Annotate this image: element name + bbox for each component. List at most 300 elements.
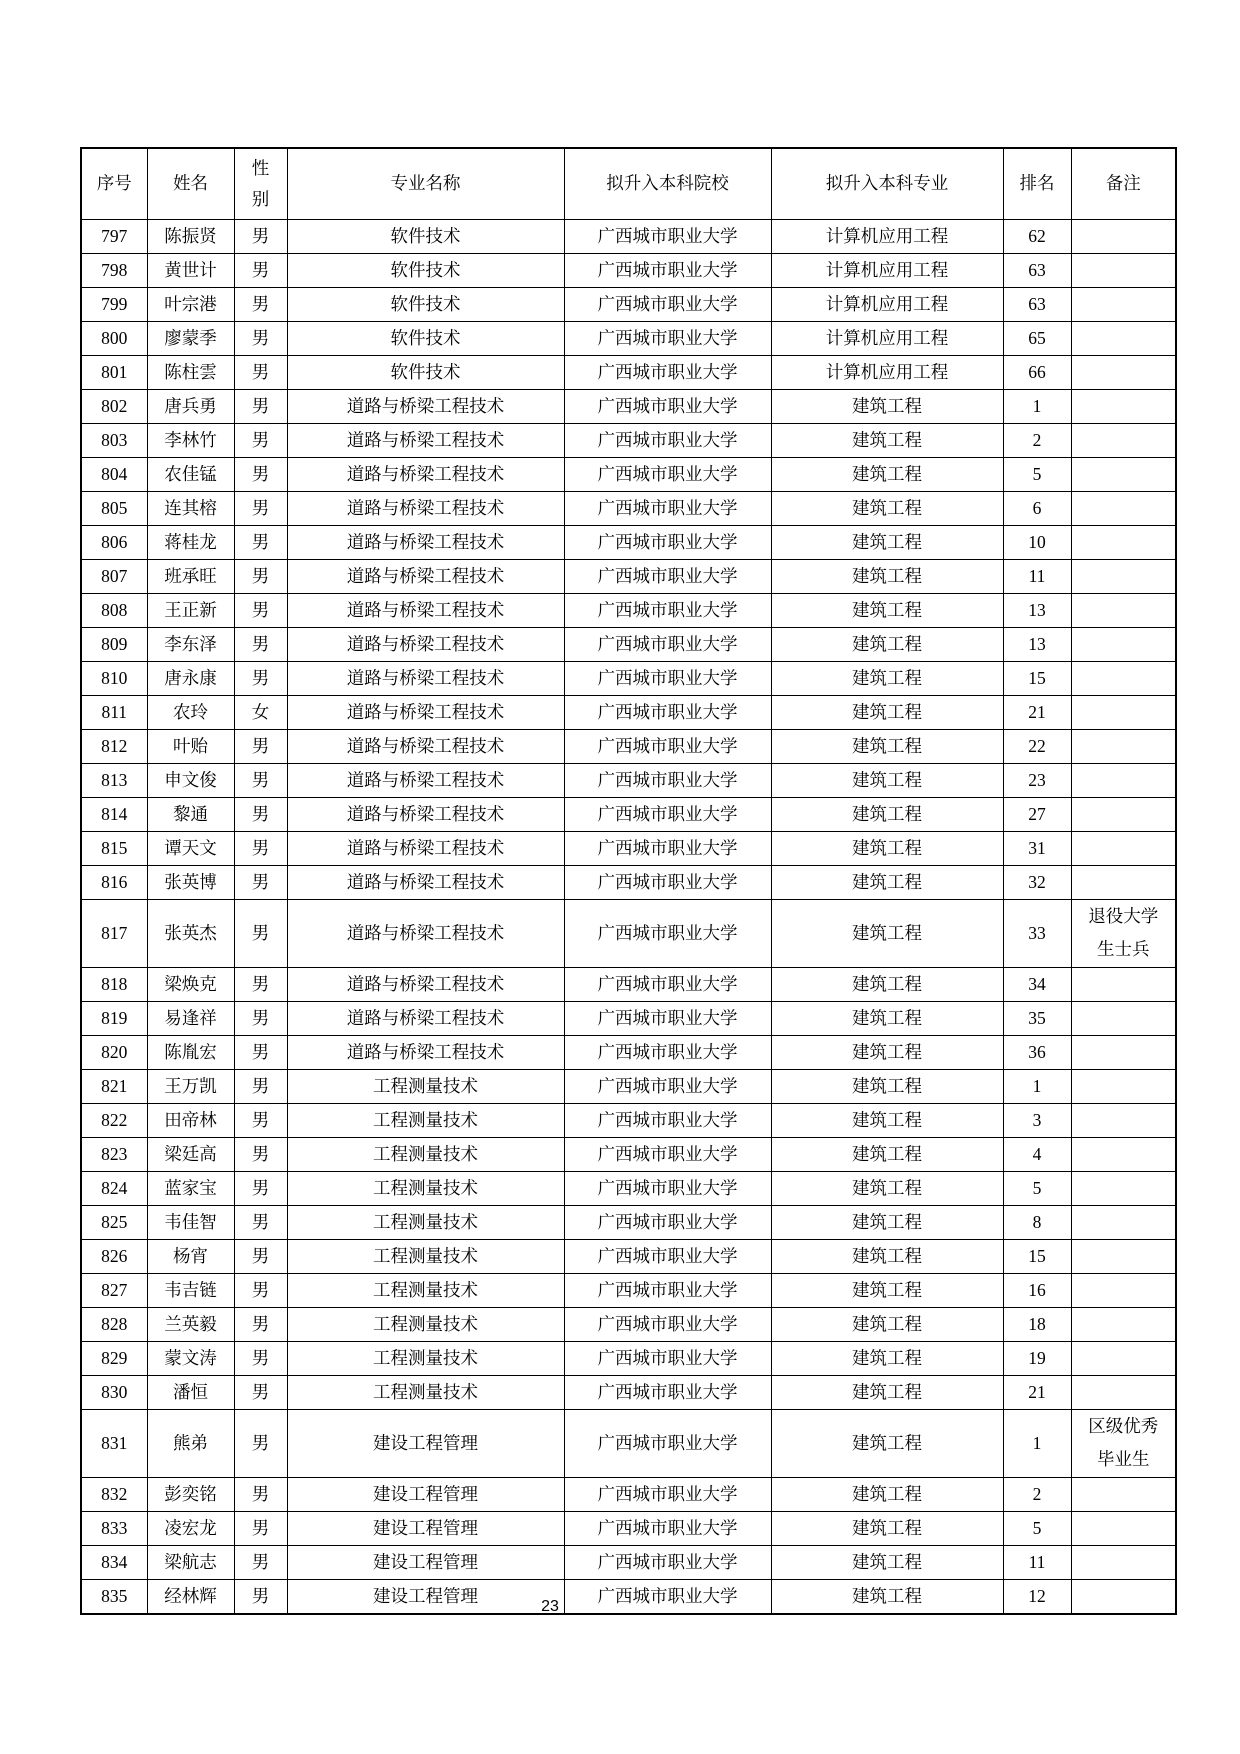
- cell-gender: 男: [234, 967, 287, 1001]
- cell-name: 唐兵勇: [147, 389, 234, 423]
- cell-gender: 男: [234, 1001, 287, 1035]
- cell-gender: 男: [234, 1409, 287, 1477]
- cell-no: 798: [81, 253, 147, 287]
- cell-rank: 8: [1003, 1205, 1071, 1239]
- cell-gender: 男: [234, 831, 287, 865]
- cell-major: 道路与桥梁工程技术: [287, 865, 564, 899]
- cell-gender: 男: [234, 729, 287, 763]
- cell-target_major: 计算机应用工程: [771, 287, 1003, 321]
- cell-remark: [1071, 1273, 1176, 1307]
- cell-major: 道路与桥梁工程技术: [287, 457, 564, 491]
- cell-target_major: 建筑工程: [771, 457, 1003, 491]
- cell-gender: 男: [234, 1171, 287, 1205]
- cell-target_major: 计算机应用工程: [771, 355, 1003, 389]
- cell-major: 建设工程管理: [287, 1545, 564, 1579]
- cell-remark: [1071, 1579, 1176, 1614]
- header-row: [81, 148, 1176, 219]
- cell-major: 工程测量技术: [287, 1171, 564, 1205]
- cell-target_major: 建筑工程: [771, 967, 1003, 1001]
- cell-major: 道路与桥梁工程技术: [287, 729, 564, 763]
- cell-college: 广西城市职业大学: [564, 1477, 771, 1511]
- cell-remark: [1071, 1205, 1176, 1239]
- column-header-gender: 性别: [234, 148, 287, 219]
- cell-major: 道路与桥梁工程技术: [287, 559, 564, 593]
- cell-name: 谭天文: [147, 831, 234, 865]
- cell-name: 叶贻: [147, 729, 234, 763]
- cell-college: 广西城市职业大学: [564, 1205, 771, 1239]
- cell-gender: 男: [234, 423, 287, 457]
- cell-remark: 区级优秀毕业生: [1071, 1409, 1176, 1477]
- cell-no: 831: [81, 1409, 147, 1477]
- table-row: [81, 287, 1176, 321]
- cell-rank: 21: [1003, 695, 1071, 729]
- cell-college: 广西城市职业大学: [564, 865, 771, 899]
- cell-no: 815: [81, 831, 147, 865]
- cell-name: 梁焕克: [147, 967, 234, 1001]
- cell-major: 道路与桥梁工程技术: [287, 797, 564, 831]
- cell-remark: [1071, 729, 1176, 763]
- cell-major: 工程测量技术: [287, 1239, 564, 1273]
- cell-remark: [1071, 491, 1176, 525]
- cell-rank: 3: [1003, 1103, 1071, 1137]
- cell-target_major: 建筑工程: [771, 491, 1003, 525]
- cell-major: 道路与桥梁工程技术: [287, 423, 564, 457]
- cell-target_major: 建筑工程: [771, 831, 1003, 865]
- table-row: [81, 967, 1176, 1001]
- cell-target_major: 建筑工程: [771, 1103, 1003, 1137]
- cell-name: 张英博: [147, 865, 234, 899]
- cell-remark: [1071, 1477, 1176, 1511]
- table-row: [81, 1477, 1176, 1511]
- table-row: [81, 559, 1176, 593]
- cell-rank: 11: [1003, 1545, 1071, 1579]
- cell-college: 广西城市职业大学: [564, 1409, 771, 1477]
- cell-remark: [1071, 321, 1176, 355]
- cell-rank: 19: [1003, 1341, 1071, 1375]
- cell-no: 806: [81, 525, 147, 559]
- cell-no: 829: [81, 1341, 147, 1375]
- cell-no: 800: [81, 321, 147, 355]
- cell-major: 软件技术: [287, 321, 564, 355]
- cell-gender: 男: [234, 287, 287, 321]
- cell-gender: 女: [234, 695, 287, 729]
- cell-gender: 男: [234, 1545, 287, 1579]
- cell-gender: 男: [234, 457, 287, 491]
- cell-target_major: 计算机应用工程: [771, 253, 1003, 287]
- cell-name: 潘恒: [147, 1375, 234, 1409]
- cell-remark: [1071, 559, 1176, 593]
- cell-remark: [1071, 389, 1176, 423]
- cell-rank: 13: [1003, 593, 1071, 627]
- cell-rank: 2: [1003, 1477, 1071, 1511]
- cell-remark: [1071, 1511, 1176, 1545]
- cell-name: 兰英毅: [147, 1307, 234, 1341]
- cell-no: 826: [81, 1239, 147, 1273]
- cell-college: 广西城市职业大学: [564, 389, 771, 423]
- cell-rank: 36: [1003, 1035, 1071, 1069]
- cell-name: 梁航志: [147, 1545, 234, 1579]
- cell-college: 广西城市职业大学: [564, 967, 771, 1001]
- cell-remark: [1071, 1171, 1176, 1205]
- cell-remark: [1071, 1239, 1176, 1273]
- cell-target_major: 建筑工程: [771, 1239, 1003, 1273]
- cell-remark: [1071, 797, 1176, 831]
- cell-college: 广西城市职业大学: [564, 423, 771, 457]
- cell-rank: 16: [1003, 1273, 1071, 1307]
- table-row: [81, 1545, 1176, 1579]
- cell-target_major: 建筑工程: [771, 525, 1003, 559]
- cell-remark: [1071, 1069, 1176, 1103]
- cell-rank: 15: [1003, 1239, 1071, 1273]
- cell-college: 广西城市职业大学: [564, 287, 771, 321]
- cell-college: 广西城市职业大学: [564, 1171, 771, 1205]
- table-row: [81, 525, 1176, 559]
- cell-target_major: 建筑工程: [771, 797, 1003, 831]
- cell-no: 799: [81, 287, 147, 321]
- cell-college: 广西城市职业大学: [564, 763, 771, 797]
- column-header-remark: 备注: [1071, 148, 1176, 219]
- cell-college: 广西城市职业大学: [564, 1035, 771, 1069]
- cell-target_major: 建筑工程: [771, 1409, 1003, 1477]
- cell-target_major: 建筑工程: [771, 1171, 1003, 1205]
- cell-name: 王万凯: [147, 1069, 234, 1103]
- cell-major: 软件技术: [287, 253, 564, 287]
- cell-major: 工程测量技术: [287, 1341, 564, 1375]
- cell-rank: 4: [1003, 1137, 1071, 1171]
- cell-rank: 63: [1003, 253, 1071, 287]
- cell-gender: 男: [234, 1477, 287, 1511]
- cell-remark: [1071, 423, 1176, 457]
- cell-remark: [1071, 219, 1176, 253]
- cell-major: 工程测量技术: [287, 1375, 564, 1409]
- cell-target_major: 建筑工程: [771, 1477, 1003, 1511]
- cell-target_major: 建筑工程: [771, 729, 1003, 763]
- cell-no: 824: [81, 1171, 147, 1205]
- cell-target_major: 建筑工程: [771, 1545, 1003, 1579]
- cell-major: 道路与桥梁工程技术: [287, 661, 564, 695]
- cell-gender: 男: [234, 1205, 287, 1239]
- cell-major: 道路与桥梁工程技术: [287, 899, 564, 967]
- cell-no: 833: [81, 1511, 147, 1545]
- cell-target_major: 建筑工程: [771, 1341, 1003, 1375]
- cell-no: 818: [81, 967, 147, 1001]
- table-row: [81, 491, 1176, 525]
- cell-target_major: 建筑工程: [771, 593, 1003, 627]
- cell-major: 道路与桥梁工程技术: [287, 627, 564, 661]
- table-row: [81, 1103, 1176, 1137]
- cell-no: 808: [81, 593, 147, 627]
- table-row: [81, 1035, 1176, 1069]
- column-header-no: 序号: [81, 148, 147, 219]
- cell-college: 广西城市职业大学: [564, 1103, 771, 1137]
- cell-remark: [1071, 253, 1176, 287]
- cell-target_major: 建筑工程: [771, 865, 1003, 899]
- cell-college: 广西城市职业大学: [564, 797, 771, 831]
- cell-target_major: 建筑工程: [771, 1511, 1003, 1545]
- cell-target_major: 建筑工程: [771, 1307, 1003, 1341]
- cell-major: 工程测量技术: [287, 1069, 564, 1103]
- cell-gender: 男: [234, 321, 287, 355]
- table-row: [81, 389, 1176, 423]
- cell-name: 田帝林: [147, 1103, 234, 1137]
- cell-target_major: 建筑工程: [771, 627, 1003, 661]
- table-row: [81, 899, 1176, 967]
- column-header-name: 姓名: [147, 148, 234, 219]
- cell-gender: 男: [234, 491, 287, 525]
- cell-name: 王正新: [147, 593, 234, 627]
- cell-gender: 男: [234, 1035, 287, 1069]
- cell-major: 道路与桥梁工程技术: [287, 831, 564, 865]
- cell-gender: 男: [234, 1511, 287, 1545]
- cell-rank: 27: [1003, 797, 1071, 831]
- table-row: [81, 865, 1176, 899]
- cell-remark: [1071, 1035, 1176, 1069]
- cell-name: 韦佳智: [147, 1205, 234, 1239]
- cell-remark: [1071, 1375, 1176, 1409]
- cell-college: 广西城市职业大学: [564, 1545, 771, 1579]
- cell-name: 农玲: [147, 695, 234, 729]
- cell-gender: 男: [234, 219, 287, 253]
- cell-target_major: 建筑工程: [771, 1205, 1003, 1239]
- cell-remark: [1071, 695, 1176, 729]
- table-row: [81, 321, 1176, 355]
- cell-no: 819: [81, 1001, 147, 1035]
- cell-rank: 65: [1003, 321, 1071, 355]
- cell-rank: 2: [1003, 423, 1071, 457]
- cell-target_major: 建筑工程: [771, 695, 1003, 729]
- cell-target_major: 建筑工程: [771, 763, 1003, 797]
- cell-name: 唐永康: [147, 661, 234, 695]
- cell-gender: 男: [234, 253, 287, 287]
- cell-remark: [1071, 287, 1176, 321]
- cell-target_major: 建筑工程: [771, 1137, 1003, 1171]
- cell-gender: 男: [234, 1069, 287, 1103]
- cell-no: 807: [81, 559, 147, 593]
- cell-name: 陈柱雲: [147, 355, 234, 389]
- page-number: 23: [541, 1598, 559, 1615]
- cell-major: 工程测量技术: [287, 1273, 564, 1307]
- cell-name: 农佳锰: [147, 457, 234, 491]
- cell-college: 广西城市职业大学: [564, 627, 771, 661]
- cell-major: 道路与桥梁工程技术: [287, 525, 564, 559]
- cell-gender: 男: [234, 1579, 287, 1614]
- cell-no: 835: [81, 1579, 147, 1614]
- cell-rank: 23: [1003, 763, 1071, 797]
- table-row: [81, 1171, 1176, 1205]
- cell-no: 810: [81, 661, 147, 695]
- cell-name: 彭奕铭: [147, 1477, 234, 1511]
- cell-major: 道路与桥梁工程技术: [287, 491, 564, 525]
- table-row: [81, 1511, 1176, 1545]
- table-row: [81, 1137, 1176, 1171]
- cell-college: 广西城市职业大学: [564, 593, 771, 627]
- cell-name: 黎通: [147, 797, 234, 831]
- cell-major: 建设工程管理: [287, 1477, 564, 1511]
- cell-major: 工程测量技术: [287, 1307, 564, 1341]
- table-row: [81, 1341, 1176, 1375]
- cell-college: 广西城市职业大学: [564, 1341, 771, 1375]
- cell-rank: 5: [1003, 1511, 1071, 1545]
- cell-gender: 男: [234, 1103, 287, 1137]
- cell-no: 827: [81, 1273, 147, 1307]
- cell-major: 建设工程管理: [287, 1579, 564, 1614]
- cell-name: 陈振贤: [147, 219, 234, 253]
- cell-target_major: 建筑工程: [771, 1579, 1003, 1614]
- cell-college: 广西城市职业大学: [564, 559, 771, 593]
- table-row: [81, 219, 1176, 253]
- cell-college: 广西城市职业大学: [564, 1579, 771, 1614]
- cell-college: 广西城市职业大学: [564, 1307, 771, 1341]
- cell-rank: 11: [1003, 559, 1071, 593]
- cell-rank: 15: [1003, 661, 1071, 695]
- cell-college: 广西城市职业大学: [564, 1239, 771, 1273]
- cell-no: 811: [81, 695, 147, 729]
- cell-gender: 男: [234, 559, 287, 593]
- cell-no: 825: [81, 1205, 147, 1239]
- cell-name: 经林辉: [147, 1579, 234, 1614]
- cell-remark: [1071, 661, 1176, 695]
- column-header-major: 专业名称: [287, 148, 564, 219]
- cell-college: 广西城市职业大学: [564, 695, 771, 729]
- cell-gender: 男: [234, 1307, 287, 1341]
- table-row: [81, 1069, 1176, 1103]
- cell-no: 809: [81, 627, 147, 661]
- cell-gender: 男: [234, 627, 287, 661]
- table-row: [81, 695, 1176, 729]
- table-row: [81, 661, 1176, 695]
- cell-target_major: 建筑工程: [771, 559, 1003, 593]
- cell-no: 834: [81, 1545, 147, 1579]
- cell-remark: [1071, 865, 1176, 899]
- cell-rank: 32: [1003, 865, 1071, 899]
- cell-no: 803: [81, 423, 147, 457]
- cell-college: 广西城市职业大学: [564, 491, 771, 525]
- student-promotion-table: [80, 147, 1177, 1615]
- table-row: [81, 1579, 1176, 1614]
- cell-rank: 18: [1003, 1307, 1071, 1341]
- cell-remark: [1071, 457, 1176, 491]
- cell-gender: 男: [234, 593, 287, 627]
- cell-major: 软件技术: [287, 355, 564, 389]
- cell-gender: 男: [234, 355, 287, 389]
- cell-rank: 12: [1003, 1579, 1071, 1614]
- cell-rank: 62: [1003, 219, 1071, 253]
- cell-college: 广西城市职业大学: [564, 321, 771, 355]
- cell-name: 李林竹: [147, 423, 234, 457]
- cell-target_major: 计算机应用工程: [771, 219, 1003, 253]
- table-row: [81, 253, 1176, 287]
- cell-rank: 35: [1003, 1001, 1071, 1035]
- cell-no: 816: [81, 865, 147, 899]
- cell-major: 软件技术: [287, 287, 564, 321]
- table-row: [81, 831, 1176, 865]
- cell-no: 820: [81, 1035, 147, 1069]
- cell-gender: 男: [234, 525, 287, 559]
- cell-rank: 1: [1003, 1409, 1071, 1477]
- cell-rank: 33: [1003, 899, 1071, 967]
- cell-no: 817: [81, 899, 147, 967]
- cell-remark: [1071, 763, 1176, 797]
- cell-major: 工程测量技术: [287, 1137, 564, 1171]
- cell-college: 广西城市职业大学: [564, 525, 771, 559]
- table-row: [81, 457, 1176, 491]
- cell-major: 道路与桥梁工程技术: [287, 695, 564, 729]
- cell-target_major: 建筑工程: [771, 1069, 1003, 1103]
- cell-major: 建设工程管理: [287, 1511, 564, 1545]
- cell-name: 班承旺: [147, 559, 234, 593]
- cell-target_major: 计算机应用工程: [771, 321, 1003, 355]
- cell-no: 823: [81, 1137, 147, 1171]
- cell-college: 广西城市职业大学: [564, 355, 771, 389]
- cell-major: 建设工程管理: [287, 1409, 564, 1477]
- cell-rank: 10: [1003, 525, 1071, 559]
- cell-name: 蓝家宝: [147, 1171, 234, 1205]
- cell-name: 韦吉链: [147, 1273, 234, 1307]
- cell-target_major: 建筑工程: [771, 1273, 1003, 1307]
- column-header-rank: 排名: [1003, 148, 1071, 219]
- cell-rank: 5: [1003, 457, 1071, 491]
- cell-name: 李东泽: [147, 627, 234, 661]
- table-row: [81, 797, 1176, 831]
- cell-no: 822: [81, 1103, 147, 1137]
- cell-college: 广西城市职业大学: [564, 219, 771, 253]
- cell-major: 道路与桥梁工程技术: [287, 389, 564, 423]
- cell-target_major: 建筑工程: [771, 1001, 1003, 1035]
- column-header-target_major: 拟升入本科专业: [771, 148, 1003, 219]
- cell-name: 廖蒙季: [147, 321, 234, 355]
- cell-gender: 男: [234, 1273, 287, 1307]
- table-row: [81, 627, 1176, 661]
- cell-no: 814: [81, 797, 147, 831]
- cell-no: 828: [81, 1307, 147, 1341]
- cell-college: 广西城市职业大学: [564, 729, 771, 763]
- cell-rank: 1: [1003, 389, 1071, 423]
- cell-target_major: 建筑工程: [771, 1035, 1003, 1069]
- table-body: [81, 219, 1176, 1614]
- cell-name: 连其榕: [147, 491, 234, 525]
- cell-no: 812: [81, 729, 147, 763]
- cell-gender: 男: [234, 1239, 287, 1273]
- cell-name: 陈胤宏: [147, 1035, 234, 1069]
- cell-name: 申文俊: [147, 763, 234, 797]
- cell-no: 802: [81, 389, 147, 423]
- cell-rank: 6: [1003, 491, 1071, 525]
- cell-major: 工程测量技术: [287, 1103, 564, 1137]
- cell-college: 广西城市职业大学: [564, 1511, 771, 1545]
- cell-rank: 31: [1003, 831, 1071, 865]
- cell-gender: 男: [234, 763, 287, 797]
- cell-name: 凌宏龙: [147, 1511, 234, 1545]
- cell-name: 叶宗港: [147, 287, 234, 321]
- table-row: [81, 1307, 1176, 1341]
- cell-remark: [1071, 593, 1176, 627]
- cell-major: 工程测量技术: [287, 1205, 564, 1239]
- table-row: [81, 729, 1176, 763]
- cell-major: 道路与桥梁工程技术: [287, 1035, 564, 1069]
- cell-rank: 1: [1003, 1069, 1071, 1103]
- cell-name: 蒋桂龙: [147, 525, 234, 559]
- table-row: [81, 1239, 1176, 1273]
- cell-remark: [1071, 1341, 1176, 1375]
- cell-major: 道路与桥梁工程技术: [287, 763, 564, 797]
- cell-college: 广西城市职业大学: [564, 1273, 771, 1307]
- cell-gender: 男: [234, 797, 287, 831]
- cell-name: 黄世计: [147, 253, 234, 287]
- cell-no: 805: [81, 491, 147, 525]
- cell-remark: [1071, 525, 1176, 559]
- cell-gender: 男: [234, 1137, 287, 1171]
- table-row: [81, 1409, 1176, 1477]
